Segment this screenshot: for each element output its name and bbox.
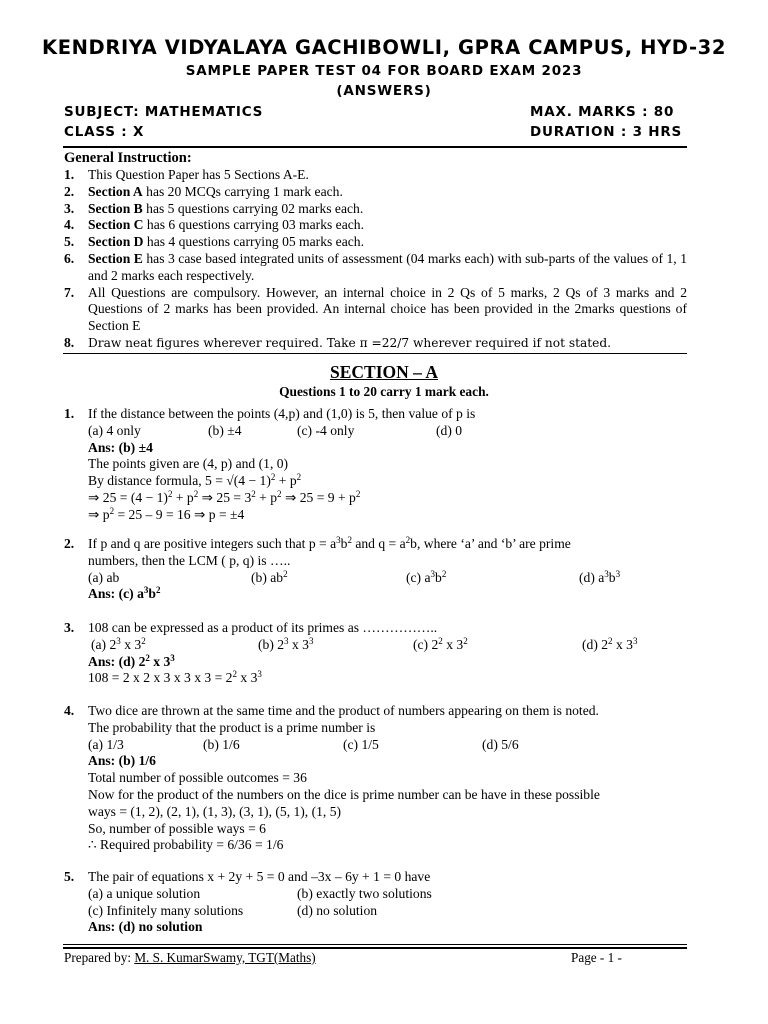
solution-line: 108 = 2 x 2 x 3 x 3 x $3 = 2^2$ x $3^3$	[88, 669, 262, 686]
option-a: (a) a unique solution	[88, 885, 201, 901]
question-text: The pair of equations x + 2y + 5 = 0 and –3x – 6y + 1 = 0 have	[88, 869, 431, 884]
instruction-text	[88, 167, 687, 184]
instruction-item	[64, 251, 687, 285]
question-options	[88, 737, 687, 754]
question-text-part: and q = a	[351, 536, 406, 551]
instruction-number: 3.	[64, 200, 75, 216]
instruction-detail: Draw neat figures wherever required. Take π =22/7 wherever required if not stated.	[88, 335, 612, 350]
solution-line: ⇒ $25 = (4 - 1)^2 + p^2$ ⇒ $25 = 3^2 + p^2$ ⇒ $25 = 9 + p^2$	[88, 488, 361, 505]
solution-text: = 25 – 9 = 16 ⇒ p = ±4	[114, 506, 245, 522]
instruction-item	[64, 201, 687, 218]
option-c: (c) -4 only	[297, 422, 355, 438]
question-text: If the distance between the points (4,p) and (1,0) is 5, then value of p is	[88, 406, 476, 421]
option-text: (a) 2	[91, 636, 117, 652]
instruction-number: 8.	[64, 334, 75, 350]
instruction-detail: has 5 questions carrying 02 marks each.	[142, 200, 364, 216]
option-text: b	[608, 569, 616, 585]
solution-text: x 3	[236, 670, 258, 686]
prepared-label: Prepared by:	[64, 950, 135, 965]
instruction-section: Section A	[88, 183, 143, 199]
option-d: (d) 5/6	[482, 736, 519, 752]
footer-divider	[63, 947, 687, 949]
instruction-detail: This Question Paper has 5 Sections A-E.	[88, 167, 309, 182]
max-marks-label: MAX. MARKS : 80	[530, 104, 675, 120]
instruction-detail: has 6 questions carrying 03 marks each.	[143, 217, 364, 233]
solution-line: ways = (1, 2), (2, 1), (1, 3), (3, 1), (5, 1), (1, 5)	[88, 803, 342, 819]
option-c: (c) 1/5	[343, 736, 379, 752]
option-text: (d) 2	[582, 636, 609, 652]
answer-label: Ans: (d) $2^2$ x $3^3$	[88, 652, 175, 669]
option-b: (b) ±4	[208, 422, 242, 438]
question-text-part: b, where ‘a’ and ‘b’ are prime	[410, 536, 571, 551]
answer-label: Ans: (c) $a^3b^2$	[88, 585, 161, 602]
question-text-part: b	[340, 536, 348, 551]
option-text: x 3	[612, 636, 633, 652]
question-text: Two dice are thrown at the same time and the product of numbers appearing on them is noted.	[88, 703, 599, 718]
section-title: SECTION – A	[330, 362, 438, 382]
option-text: x 3	[288, 636, 309, 652]
school-title: KENDRIYA VIDYALAYA GACHIBOWLI, GPRA CAMPUS, HYD-32	[42, 36, 726, 59]
solution-text: ⇒ 25 = 3	[198, 489, 252, 505]
option-a: (a) $2^3$ x $3^2$	[91, 635, 146, 652]
instruction-item	[64, 234, 687, 251]
instruction-section: Section C	[88, 217, 144, 233]
footer-prepared-by	[64, 950, 316, 966]
footer-divider	[63, 944, 687, 945]
solution-text: ⇒ 25 = 9 + p	[281, 489, 356, 505]
solution-line: ∴ Required probability = 6/36 = 1/6	[88, 837, 284, 853]
instruction-text	[88, 217, 687, 234]
solution-line: By distance formula, $5 = √(4 - 1)^2 + p^2$	[88, 472, 302, 489]
solution-text: + p	[275, 473, 297, 489]
question-4	[64, 703, 687, 854]
option-b: (b) $ab^2$	[251, 568, 288, 585]
instruction-item	[64, 167, 687, 184]
question-number: 4.	[64, 703, 75, 718]
option-text: x 3	[442, 636, 464, 652]
instruction-section: Section D	[88, 234, 144, 250]
option-c: (c) $2^2$ x $3^2$	[413, 635, 468, 652]
header-divider	[63, 146, 687, 148]
instruction-item	[64, 217, 687, 234]
question-options	[88, 570, 687, 587]
instruction-section: Section E	[88, 250, 143, 266]
solution-line: Total number of possible outcomes = 36	[88, 770, 307, 786]
instruction-number: 2.	[64, 183, 75, 199]
author-name: M. S. KumarSwamy, TGT(Maths)	[134, 950, 316, 965]
option-text: (b) 2	[258, 636, 285, 652]
option-text: (b) a	[251, 569, 277, 585]
instruction-item	[64, 184, 687, 201]
option-text: b	[435, 569, 442, 585]
instruction-text	[88, 201, 687, 218]
general-instruction-list	[64, 167, 687, 352]
paper-title: SAMPLE PAPER TEST 04 FOR BOARD EXAM 2023	[185, 63, 583, 79]
question-number: 5.	[64, 869, 75, 884]
solution-text: + p	[255, 489, 278, 505]
solution-line: So, number of possible ways = 6	[88, 820, 266, 836]
option-text: b	[276, 569, 284, 585]
question-3	[64, 620, 687, 687]
question-text: numbers, then the LCM ( p, q) is …..	[88, 552, 291, 568]
question-text-part: If p and q are positive integers such that p = a	[88, 536, 337, 551]
duration-label: DURATION : 3 HRS	[530, 124, 683, 140]
class-label: CLASS : X	[64, 124, 145, 140]
option-a: (a) ab	[88, 569, 120, 585]
option-a: (a) 1/3	[88, 736, 124, 752]
option-b: (b) $2^3$ x $3^3$	[258, 635, 314, 652]
instruction-detail: has 3 case based integrated units of assessment (04 marks each) with sub-parts of the values of 1, 1 and 2 marks each respectively.	[88, 250, 687, 283]
option-b: (b) 1/6	[203, 736, 240, 752]
solution-text: + p	[172, 489, 194, 505]
answer-label: Ans: (b) ±4	[88, 439, 153, 455]
question-number: 2.	[64, 536, 75, 551]
general-instruction-title: General Instruction:	[64, 150, 192, 166]
page-number: Page - 1 -	[571, 950, 622, 965]
question-options	[88, 886, 687, 903]
question-2	[64, 536, 687, 603]
solution-line: The points given are (4, p) and (1, 0)	[88, 456, 289, 472]
option-text: (d) a	[579, 569, 605, 585]
section-subtitle: Questions 1 to 20 carry 1 mark each.	[279, 384, 489, 399]
question-options	[88, 423, 687, 440]
instruction-detail: has 20 MCQs carrying 1 mark each.	[142, 183, 343, 199]
instruction-text	[88, 234, 687, 251]
instruction-number: 6.	[64, 250, 75, 266]
option-text: (c) 2	[413, 636, 439, 652]
option-d: (d) $a^3b^3$	[579, 568, 621, 585]
solution-text: ⇒ 25 = (4 − 1)	[88, 489, 168, 505]
solution-text: ⇒ p	[88, 506, 110, 522]
solution-text: By distance formula, 5 = √(4 − 1)	[88, 473, 271, 489]
answer-text: x 3	[149, 653, 171, 669]
solution-line: Now for the product of the numbers on the dice is prime number can be have in these possible	[88, 786, 600, 802]
answer-label: Ans: (b) 1/6	[88, 753, 156, 769]
answer-text: Ans: (c) a	[88, 586, 144, 602]
solution-line: ⇒ $p^2 = 25 - 9 = 16$ ⇒ p = ±4	[88, 505, 245, 522]
question-text: The probability that the product is a prime number is	[88, 719, 376, 735]
question-text: 108 can be expressed as a product of its primes as ……………..	[88, 620, 438, 635]
instruction-text	[88, 184, 687, 201]
instruction-number: 1.	[64, 167, 75, 182]
question-text: If p and q are positive integers such that $p = a^3b^2$ and $q = a^2b$, where ‘a’ and ‘b’ are prime	[88, 535, 571, 551]
answer-text: Ans: (d) 2	[88, 653, 146, 669]
option-text: (c) a	[406, 569, 431, 585]
question-options	[88, 903, 687, 920]
instruction-number: 5.	[64, 234, 75, 250]
question-options	[88, 637, 687, 654]
solution-text: 108 = 2 x 2 x 3 x 3 x 3 = 2	[88, 670, 233, 686]
option-text: x 3	[120, 636, 142, 652]
instruction-detail: has 4 questions carrying 05 marks each.	[143, 234, 364, 250]
instruction-text	[88, 285, 687, 335]
option-b: (b) exactly two solutions	[297, 885, 432, 901]
instruction-number: 4.	[64, 217, 75, 233]
instruction-detail: All Questions are compulsory. However, an internal choice in 2 Qs of 5 marks, 2 Qs of 3 marks and 2 Questions of 2 marks has been provided. An internal choice has been provided in the 2marks questions of Section E	[88, 284, 687, 334]
instruction-text	[88, 251, 687, 285]
subject-label: SUBJECT: MATHEMATICS	[64, 104, 264, 120]
instruction-section: Section B	[88, 200, 143, 216]
instruction-text	[88, 335, 687, 352]
answers-label: (ANSWERS)	[336, 83, 432, 99]
question-5	[64, 869, 687, 936]
question-number: 3.	[64, 620, 75, 635]
instruction-item	[64, 285, 687, 335]
instruction-divider	[63, 353, 687, 354]
question-number: 1.	[64, 406, 75, 421]
answer-text: b	[148, 586, 156, 602]
answer-label: Ans: (d) no solution	[88, 919, 203, 935]
option-d: (d) $2^2$ x $3^3$	[582, 635, 638, 652]
option-d: (d) 0	[436, 422, 463, 438]
option-c: (c) $a^3b^2$	[406, 568, 447, 585]
option-a: (a) 4 only	[88, 422, 141, 438]
instruction-item	[64, 335, 687, 352]
option-d: (d) no solution	[297, 902, 378, 918]
option-c: (c) Infinitely many solutions	[88, 902, 244, 918]
question-1	[64, 406, 687, 524]
instruction-number: 7.	[64, 284, 75, 300]
